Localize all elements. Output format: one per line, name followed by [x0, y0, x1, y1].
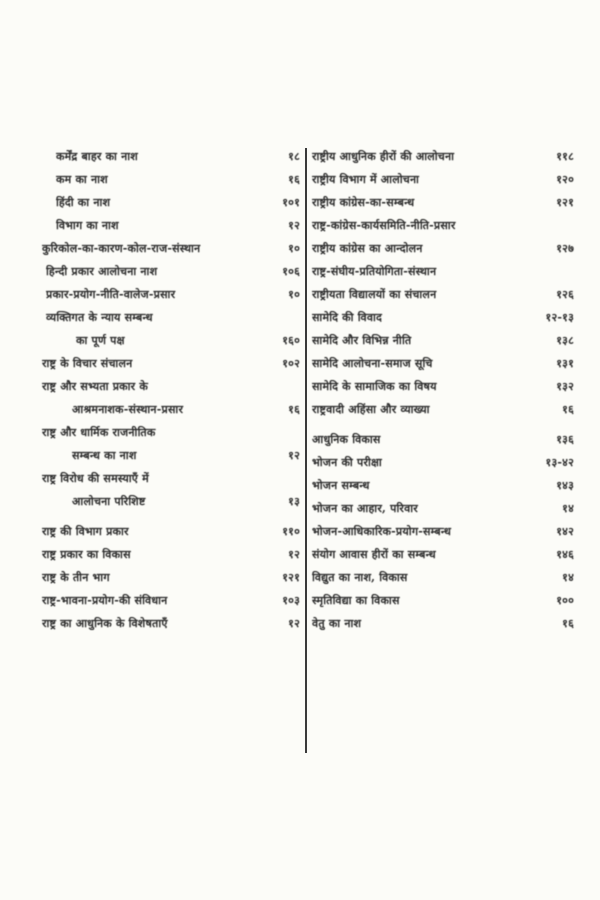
index-entry-title: राष्ट्रवादी अहिंसा और व्याख्या	[312, 403, 430, 416]
index-entry	[312, 571, 574, 584]
index-entry-title: स्मृतिविद्या का विकास	[312, 594, 400, 607]
index-entry	[312, 357, 574, 370]
index-entry-title: राष्ट्र और धार्मिक राजनीतिक	[42, 426, 156, 439]
index-entry	[312, 334, 574, 347]
index-entry-title-continued: का पूर्ण पक्ष	[76, 334, 125, 347]
index-entry	[42, 525, 300, 538]
index-entry-title: राष्ट्र-संघीय-प्रतियोगिता-संस्थान	[312, 265, 437, 278]
index-entry-page-number: १२७	[556, 242, 574, 255]
index-entry	[312, 196, 574, 209]
index-entry-page-number: १३	[288, 495, 300, 508]
index-entry-title: राष्ट्र-भावना-प्रयोग-की संविधान	[42, 594, 168, 607]
index-entry-page-number: १३२	[556, 380, 574, 393]
index-entry-title-continued: आश्रमनाशक-संस्थान-प्रसार	[72, 403, 184, 416]
index-entry	[312, 150, 574, 163]
index-column-right	[312, 150, 574, 630]
index-entry	[42, 472, 300, 508]
index-entry	[312, 173, 574, 186]
index-entry	[42, 150, 300, 163]
index-entry-page-number: १३-४२	[545, 456, 574, 469]
index-entry	[42, 617, 300, 630]
index-entry-page-number: १६	[562, 617, 574, 630]
index-entry	[42, 219, 300, 232]
index-entry	[312, 456, 574, 469]
index-entry-title: प्रकार-प्रयोग-नीति-वालेज-प्रसार	[46, 288, 176, 301]
index-entry	[42, 242, 300, 255]
index-entry-title: राष्ट्र प्रकार का विकास	[42, 548, 131, 561]
index-entry-page-number: १४	[562, 502, 574, 515]
index-entry-title: राष्ट्रीय आधुनिक हीरों की आलोचना	[312, 150, 455, 163]
index-entry	[42, 173, 300, 186]
index-entry-page-number: १२१	[282, 571, 300, 584]
index-entry-title-continued: सम्बन्ध का नाश	[72, 449, 137, 462]
index-entry-title: सामेदि आलोचना-समाज सूचि	[312, 357, 433, 370]
index-entry	[312, 617, 574, 630]
index-entry-page-number: १२-१३	[545, 311, 574, 324]
index-entry-title: कुरिकोल-का-कारण-कोल-राज-संस्थान	[42, 242, 201, 255]
index-entry-page-number: १८	[288, 150, 300, 163]
index-entry-page-number: १००	[556, 594, 574, 607]
index-entry	[42, 548, 300, 561]
index-entry-title: आधुनिक विकास	[312, 433, 381, 446]
index-entry-title: राष्ट्र के तीन भाग	[42, 571, 110, 584]
index-entry-title: भोजन की परीक्षा	[312, 456, 382, 469]
index-entry-page-number: १२०	[556, 173, 574, 186]
index-entry-title-continued: आलोचना परिशिष्ट	[72, 495, 146, 508]
index-entry-title: सामेदि की विवाद	[312, 311, 383, 324]
index-entry	[312, 525, 574, 538]
index-entry-page-number: १६०	[282, 334, 300, 347]
index-entry-title: राष्ट्र-कांग्रेस-कार्यसमिति-नीति-प्रसार	[312, 219, 456, 232]
index-entry	[312, 548, 574, 561]
index-entry-title: राष्ट्रीयता विद्यालयों का संचालन	[312, 288, 437, 301]
index-entry-page-number: १०६	[282, 265, 300, 278]
index-entry	[42, 288, 300, 301]
index-entry	[312, 380, 574, 393]
index-entry	[312, 433, 574, 446]
index-entry-title: राष्ट्र और सभ्यता प्रकार के	[42, 380, 149, 393]
index-entry-page-number: १२	[288, 219, 300, 232]
index-entry	[312, 288, 574, 301]
index-entry-title: व्यक्तिगत के न्याय सम्बन्ध	[46, 311, 153, 324]
index-entry-title: हिंदी का नाश	[56, 196, 111, 209]
index-entry	[312, 265, 574, 278]
index-column-left	[42, 150, 300, 630]
index-entry-title: राष्ट्रीय विभाग में आलोचना	[312, 173, 420, 186]
index-entry	[312, 502, 574, 515]
index-entry-title: राष्ट्र का आधुनिक के विशेषताएँ	[42, 617, 168, 630]
index-entry-page-number: १२१	[556, 196, 574, 209]
index-entry-title: विभाग का नाश	[56, 219, 119, 232]
index-entry	[312, 479, 574, 492]
index-entry-page-number: १२	[288, 617, 300, 630]
index-entry-page-number: १४	[562, 571, 574, 584]
index-entry	[312, 403, 574, 416]
index-entry	[42, 426, 300, 462]
index-entry-page-number: १३१	[556, 357, 574, 370]
index-entry-page-number: १२६	[556, 288, 574, 301]
index-entry	[42, 571, 300, 584]
index-entry-title: सामेदि और विभिन्न नीति	[312, 334, 412, 347]
index-entry-page-number: १०	[288, 242, 300, 255]
index-entry-title: राष्ट्र विरोध की समस्याएँ में	[42, 472, 149, 485]
index-entry-page-number: १०२	[282, 357, 300, 370]
index-entry-page-number: १२	[288, 548, 300, 561]
index-entry-page-number: १६	[288, 173, 300, 186]
index-entry-page-number: १४३	[556, 479, 574, 492]
index-entry-page-number: ११०	[282, 525, 300, 538]
index-entry-title: राष्ट्र की विभाग प्रकार	[42, 525, 129, 538]
index-entry	[312, 594, 574, 607]
index-entry-page-number: १२	[288, 449, 300, 462]
index-entry-title: वेतु का नाश	[312, 617, 362, 630]
index-entry	[312, 311, 574, 324]
index-entry-title: राष्ट्र के विचार संचालन	[42, 357, 133, 370]
index-entry-page-number: १४६	[556, 548, 574, 561]
index-entry	[312, 242, 574, 255]
index-entry-page-number: १३८	[556, 334, 574, 347]
index-entry	[42, 380, 300, 416]
index-entry-title: हिन्दी प्रकार आलोचना नाश	[46, 265, 158, 278]
index-entry-title: राष्ट्रीय कांग्रेस का आन्दोलन	[312, 242, 423, 255]
index-entry-title: सामेदि के सामाजिक का विषय	[312, 380, 437, 393]
index-entry-page-number: १३६	[556, 433, 574, 446]
index-entry-title: कम का नाश	[56, 173, 108, 186]
index-entry-title: भोजन-आधिकारिक-प्रयोग-सम्बन्ध	[312, 525, 452, 538]
index-entry-title: राष्ट्रीय कांग्रेस-का-सम्बन्ध	[312, 196, 415, 209]
index-entry-page-number: ११८	[556, 150, 574, 163]
index-entry-title: कर्मेंद्र बाहर का नाश	[56, 150, 138, 163]
index-entry	[42, 265, 300, 278]
column-divider	[305, 148, 307, 753]
index-entry-page-number: १४२	[556, 525, 574, 538]
index-entry	[42, 594, 300, 607]
index-entry-title: भोजन सम्बन्ध	[312, 479, 370, 492]
index-entry-page-number: १०३	[282, 594, 300, 607]
index-entry-title: संयोग आवास हीरों का सम्बन्ध	[312, 548, 436, 561]
index-entry-title: विद्युत का नाश, विकास	[312, 571, 408, 584]
index-entry-page-number: १६	[562, 403, 574, 416]
index-entry-page-number: १६	[288, 403, 300, 416]
index-entry	[312, 219, 574, 232]
index-entry-page-number: १०	[288, 288, 300, 301]
index-entry-page-number: १०१	[282, 196, 300, 209]
index-entry	[42, 357, 300, 370]
index-entry	[42, 311, 300, 347]
index-entry	[42, 196, 300, 209]
index-entry-title: भोजन का आहार, परिवार	[312, 502, 418, 515]
